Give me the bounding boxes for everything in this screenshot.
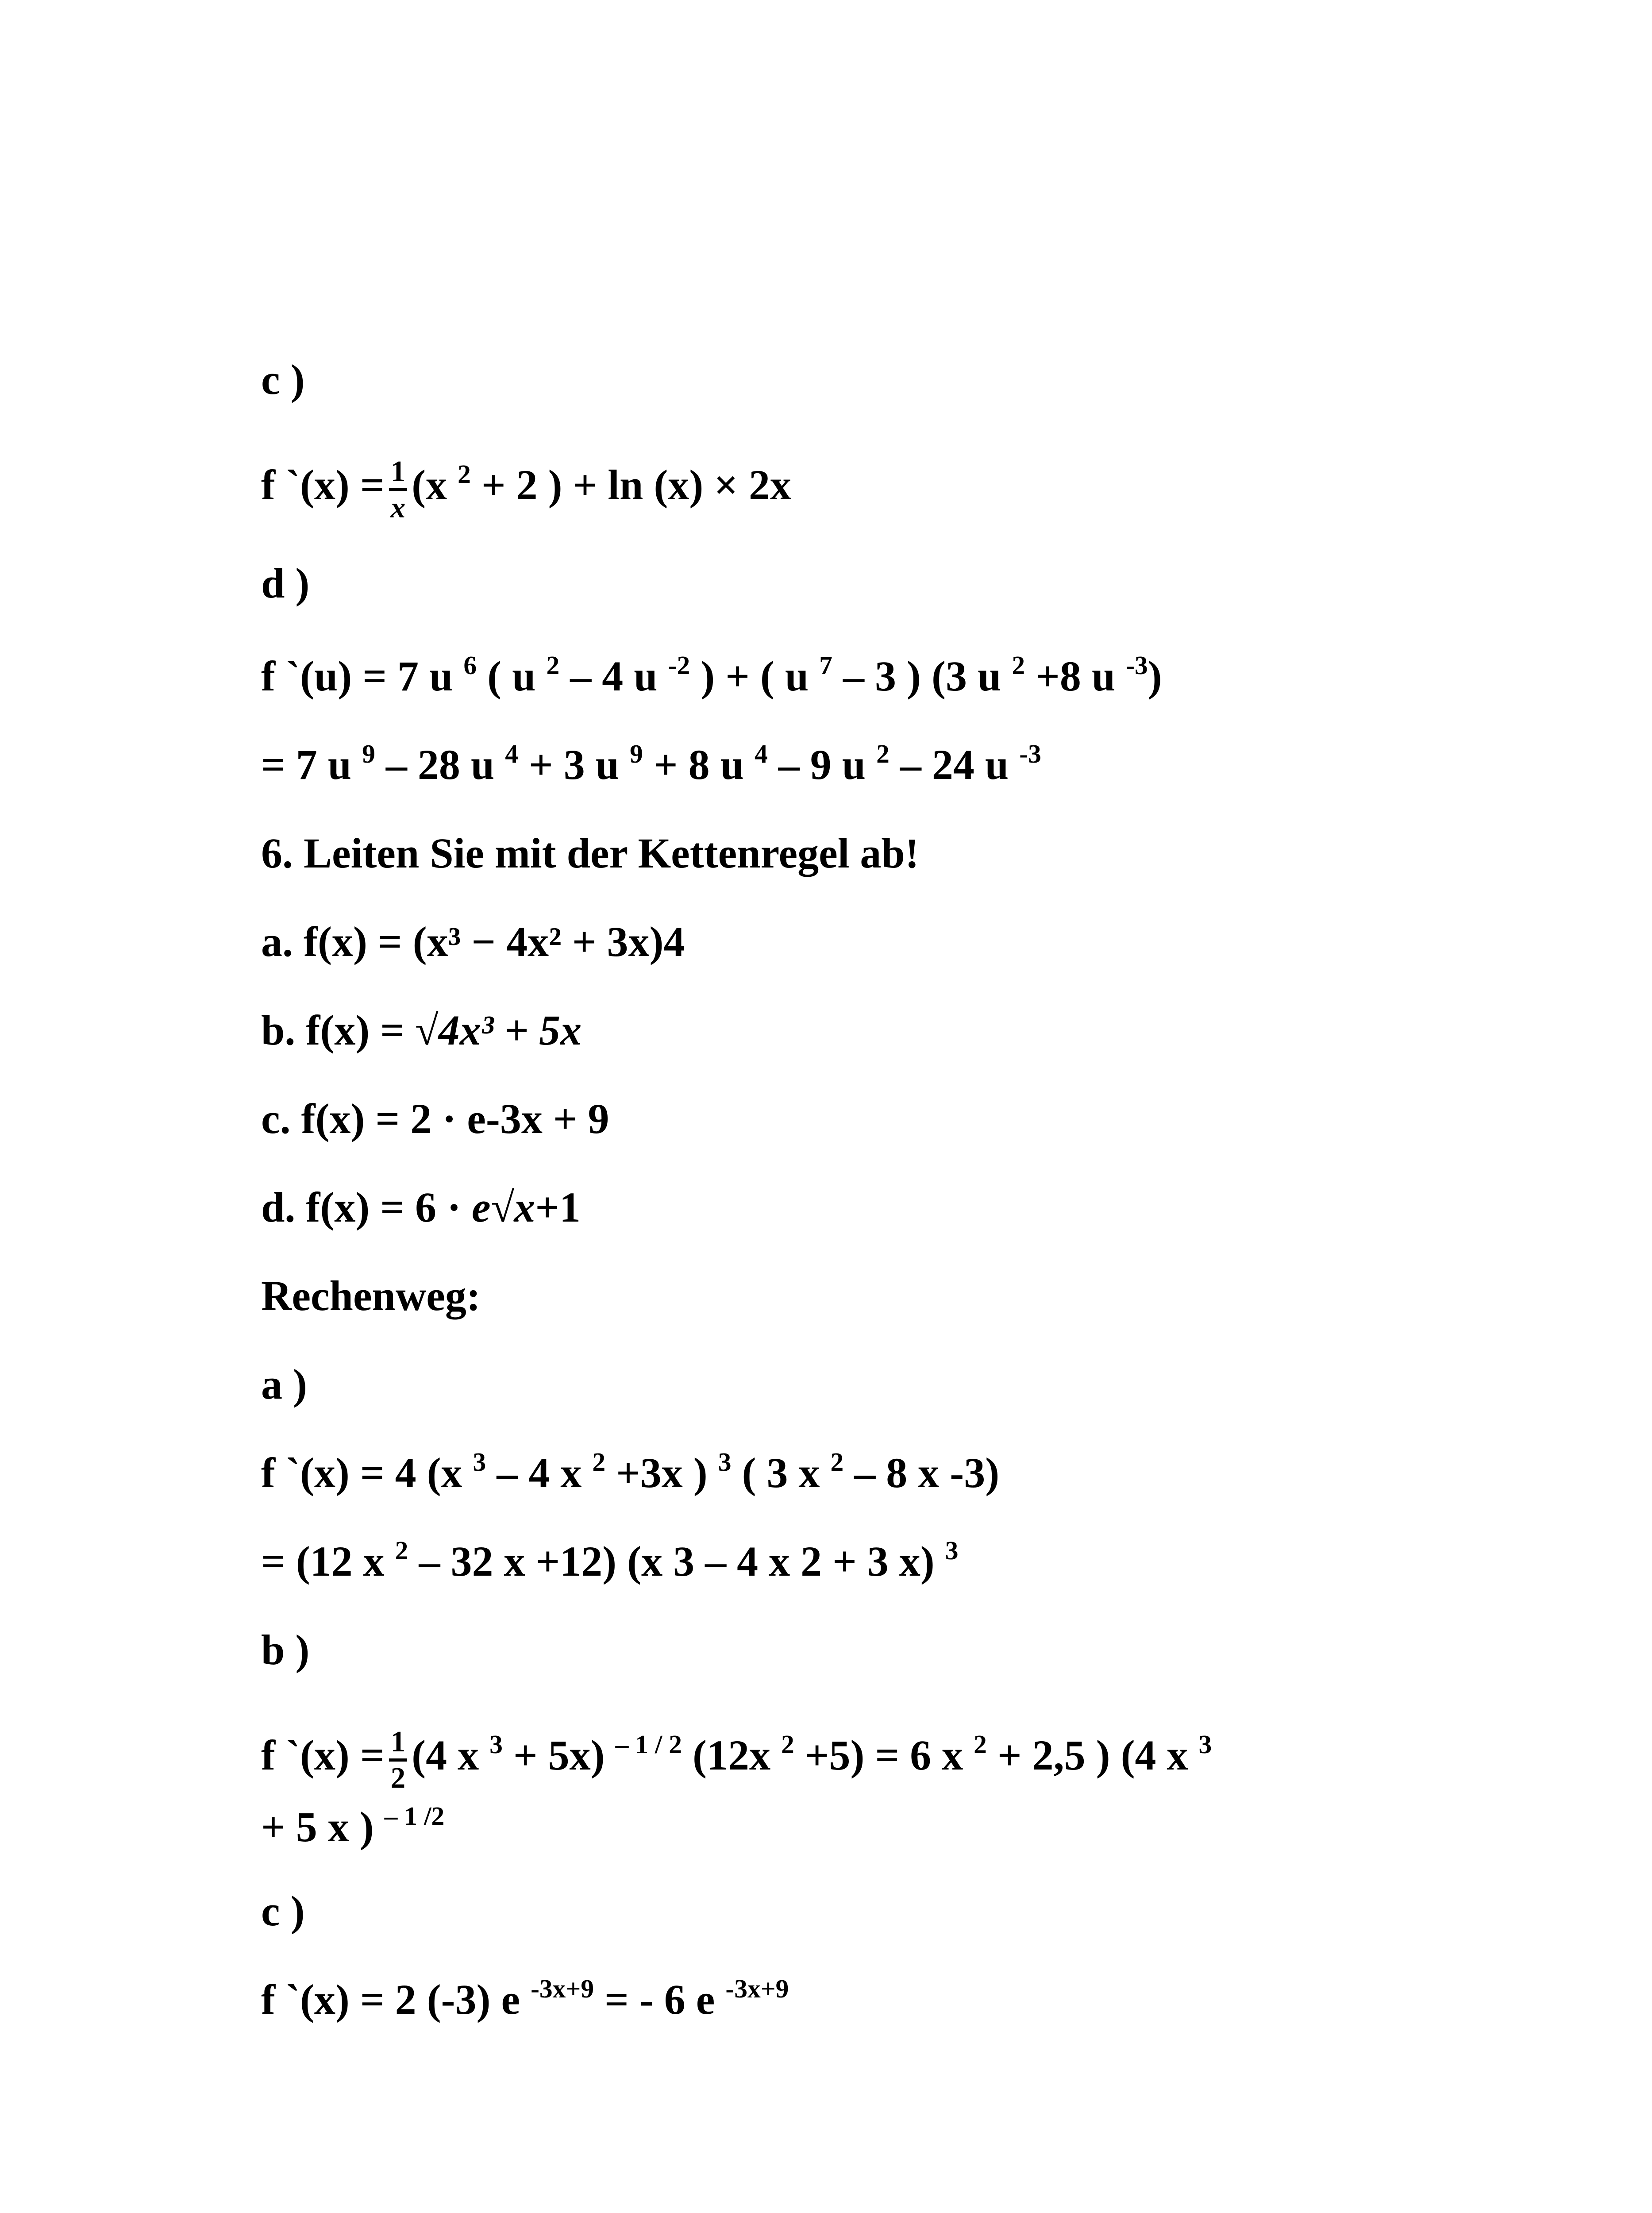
term: f `(u) = 7 u: [261, 652, 464, 700]
term: (x: [412, 461, 458, 509]
term: – 32 x +12) (x 3 – 4 x 2 + 3 x): [408, 1538, 945, 1585]
task6-heading: 6. Leiten Sie mit der Kettenregel ab!: [261, 829, 919, 877]
exponent: 4: [754, 739, 768, 769]
exponent: 7: [819, 651, 833, 680]
term: (12x: [682, 1731, 781, 1779]
term: (4 x: [412, 1731, 490, 1779]
exponent: 2: [1012, 651, 1025, 680]
exponent: 2: [395, 1536, 408, 1565]
term: – 8 x -3): [843, 1449, 1000, 1496]
exponent: 3: [945, 1536, 959, 1565]
fraction: [389, 1726, 408, 1793]
term: – 3 ) (3 u: [832, 652, 1012, 700]
fraction: [389, 456, 408, 523]
exponent: 2: [830, 1447, 844, 1477]
task6-a: a. f(x) = (x³ − 4x² + 3x)4: [261, 918, 685, 965]
part-b-derivative-line2: [261, 1801, 445, 1851]
task6-d: [261, 1186, 581, 1229]
exponent: 2: [546, 651, 560, 680]
term: +3x ): [605, 1449, 718, 1496]
math-term: 4x³ + 5x: [438, 1006, 582, 1054]
part-c-label: c ): [261, 356, 305, 403]
term: ( 3 x: [731, 1449, 831, 1496]
task6-b: [261, 1006, 582, 1054]
term: b. f(x) = √: [261, 1006, 439, 1054]
exponent: – 1 /2: [384, 1801, 445, 1831]
lhs: f `(x) =: [261, 461, 385, 509]
exponent: 3: [489, 1730, 503, 1759]
term: – 28 u: [375, 741, 505, 788]
fraction-numerator: 1: [389, 1726, 408, 1762]
term: + 3 u: [518, 741, 630, 788]
term: ( u: [477, 652, 547, 700]
fraction-numerator: 1: [389, 456, 408, 491]
term: f `(x) = 4 (x: [261, 1449, 473, 1496]
term: = 7 u: [261, 741, 362, 788]
part-c2-label: c ): [261, 1887, 305, 1935]
exponent: 3: [1198, 1730, 1212, 1759]
exponent: 2: [876, 739, 890, 769]
part-d-derivative-line2: [261, 739, 1041, 788]
exponent: – 1 / 2: [615, 1730, 682, 1759]
term: = - 6 e: [594, 1976, 726, 2023]
part-b-derivative-line1: [261, 1726, 1212, 1793]
exponent: -3: [1126, 651, 1148, 680]
exponent: 9: [630, 739, 643, 769]
part-c-derivative: [261, 456, 791, 523]
term: +8 u: [1025, 652, 1126, 700]
term: – 4 x: [486, 1449, 593, 1496]
term: + 2 ) + ln (x) × 2x: [470, 461, 791, 509]
term: + 5x): [502, 1731, 616, 1779]
part-d-derivative-line1: [261, 651, 1162, 700]
exponent: 9: [362, 739, 375, 769]
term: +1: [535, 1184, 581, 1231]
exponent: 2: [458, 459, 471, 489]
exponent: 3: [473, 1447, 486, 1477]
exponent: 2: [974, 1730, 987, 1759]
term: d. f(x) = 6 ·: [261, 1184, 472, 1231]
term: – 9 u: [767, 741, 877, 788]
exponent: 4: [505, 739, 519, 769]
term: ) + ( u: [690, 652, 820, 700]
exponent: -3x+9: [725, 1974, 789, 2004]
rechenweg-heading: Rechenweg:: [261, 1272, 481, 1319]
fraction-denominator: x: [390, 490, 406, 524]
exponent: 3: [718, 1447, 732, 1477]
exponent: -2: [668, 651, 690, 680]
part-a-derivative-line2: [261, 1536, 959, 1585]
exponent: 6: [463, 651, 477, 680]
part-a-derivative-line1: [261, 1447, 1000, 1496]
part-d-label: d ): [261, 559, 310, 607]
term: = (12 x: [261, 1538, 395, 1585]
term: f `(x) = 2 (-3) e: [261, 1976, 531, 2023]
term: ): [1148, 652, 1162, 700]
part-a-label: a ): [261, 1361, 307, 1408]
part-b-label: b ): [261, 1626, 310, 1673]
term: + 2,5 ) (4 x: [986, 1731, 1199, 1779]
exponent: 2: [592, 1447, 606, 1477]
term: +5) = 6 x: [794, 1731, 974, 1779]
term: + 8 u: [643, 741, 755, 788]
exponent: 2: [781, 1730, 794, 1759]
math-term: e√x: [472, 1184, 535, 1231]
lhs: f `(x) =: [261, 1731, 385, 1779]
term: – 4 u: [559, 652, 668, 700]
task6-c: c. f(x) = 2 · e-3x + 9: [261, 1095, 609, 1142]
term: + 5 x ): [261, 1803, 385, 1851]
exponent: -3: [1019, 739, 1041, 769]
part-c2-derivative: [261, 1974, 789, 2023]
exponent: -3x+9: [531, 1974, 594, 2004]
fraction-denominator: 2: [390, 1761, 406, 1794]
term: – 24 u: [889, 741, 1020, 788]
